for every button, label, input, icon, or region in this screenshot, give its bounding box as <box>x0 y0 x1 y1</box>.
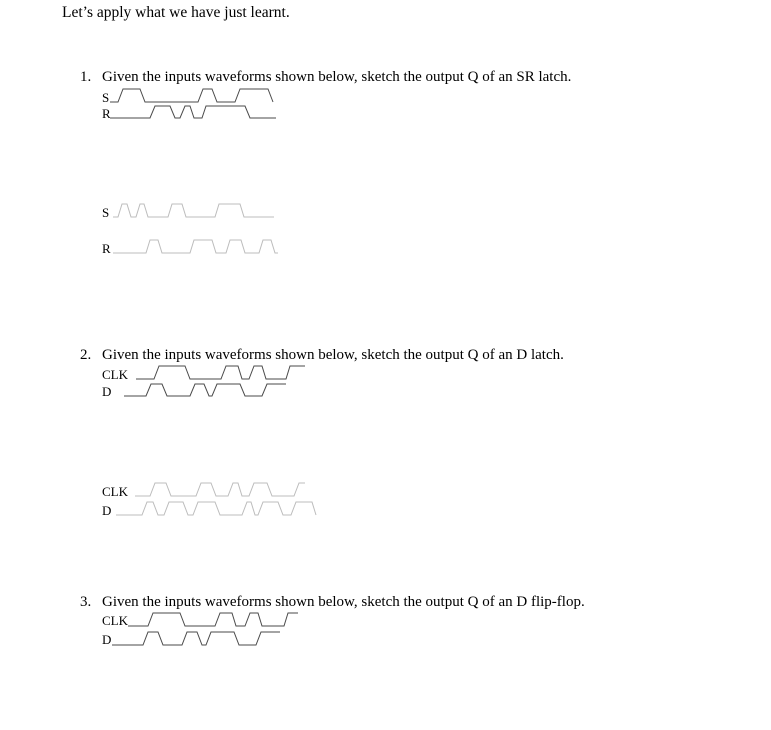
q1-example-r-label: R <box>102 106 111 121</box>
q1-example-s-label: S <box>102 90 110 105</box>
question-2-text: Given the inputs waveforms shown below, sketch the output Q of an D latch. <box>102 347 564 363</box>
q2-example-d-label: D <box>102 384 112 399</box>
question-3-text: Given the inputs waveforms shown below, sketch the output Q of an D flip-flop. <box>102 594 585 610</box>
question-2-number: 2. <box>80 347 92 363</box>
q2-exercise-d-label: D <box>102 503 112 518</box>
q1-exercise-s-label: S <box>102 205 110 220</box>
q3-example-d-label: D <box>102 632 112 647</box>
intro-text: Let’s apply what we have just learnt. <box>62 4 290 21</box>
q2-example-clk-label: CLK <box>102 367 128 382</box>
question-1-number: 1. <box>80 69 92 85</box>
q3-example-clk-label: CLK <box>102 613 128 628</box>
question-3-number: 3. <box>80 594 92 610</box>
q1-exercise-r-label: R <box>102 241 111 256</box>
q2-exercise-clk-label: CLK <box>102 484 128 499</box>
question-1-text: Given the inputs waveforms shown below, sketch the output Q of an SR latch. <box>102 69 572 85</box>
